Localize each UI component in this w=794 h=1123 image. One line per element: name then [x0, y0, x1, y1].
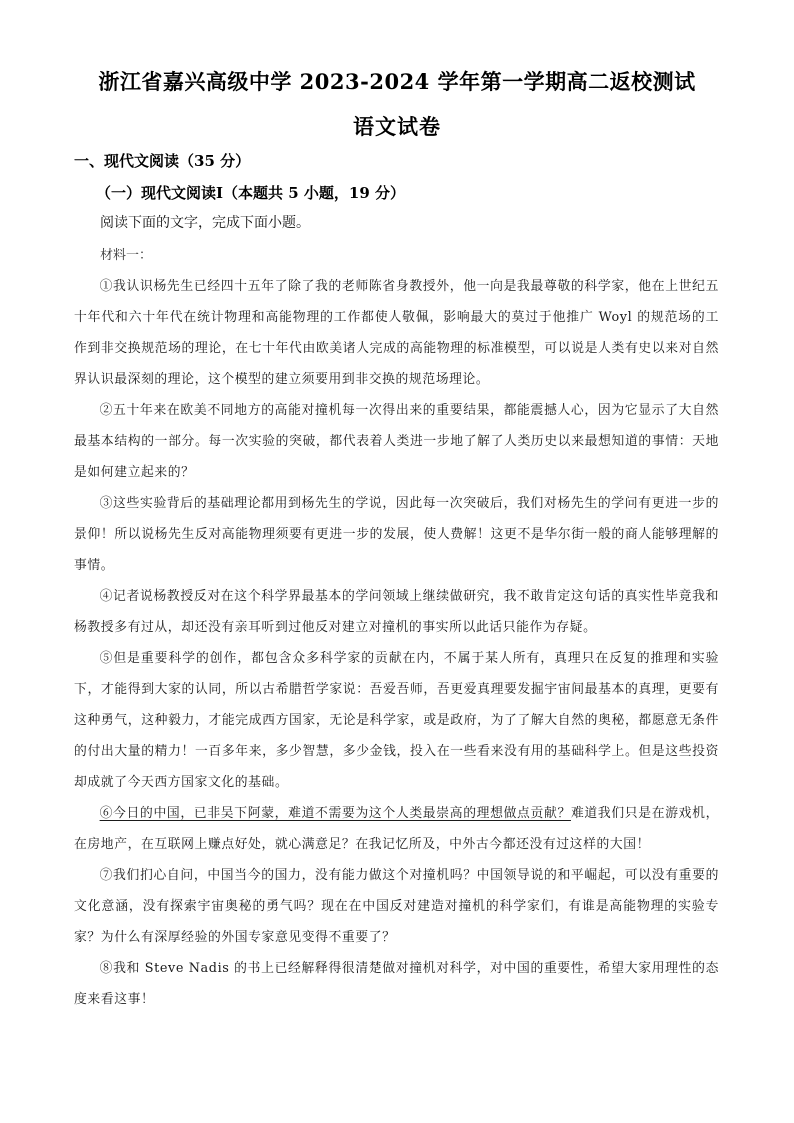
reading-instruction: 阅读下面的文字，完成下面小题。 [100, 215, 310, 231]
paragraph-1: ①我认识杨先生已经四十五年了除了我的老师陈省身教授外，他一向是我最尊敬的科学家，他在上世纪五十年代和六十年代在统计物理和高能物理的工作都使人敬佩，影响最大的莫过于他推广 Woyl 的规范场的工作到非交换规范场的理论，在七十年代由欧美诸人完成的高能物理的标准模型，可以说是人类有史以来对自然界认识最深刻的理论，这个模型的建立须要用到非交换的规范场理论。 [74, 279, 719, 387]
exam-subtitle: 语文试卷 [353, 114, 441, 139]
paragraph-2: ②五十年来在欧美不同地方的高能对撞机每一次得出来的重要结果，都能震撼人心，因为它显示了大自然最基本结构的一部分。每一次实验的突破，都代表着人类进一步地了解了人类历史以来最想知道的事情：天地是如何建立起来的？ [74, 403, 719, 480]
paragraph-6 [74, 798, 719, 860]
paragraph-3: ③这些实验背后的基础理论都用到杨先生的学说，因此每一次突破后，我们对杨先生的学问有更进一步的景仰！所以说杨先生反对高能物理须要有更进一步的发展，使人费解！这更不是华尔街一般的商人能够理解的事情。 [74, 496, 719, 573]
exam-title: 浙江省嘉兴高级中学 2023-2024 学年第一学期高二返校测试 [98, 69, 696, 94]
article-body [74, 271, 719, 1015]
section-heading: 一、现代文阅读（35 分） [74, 152, 251, 170]
subsection-heading: （一）现代文阅读Ⅰ（本题共 5 小题，19 分） [96, 184, 405, 202]
underlined-sentence: ⑥今日的中国，已非吴下阿蒙，难道不需要为这个人类最崇高的理想做点贡献？ [99, 806, 571, 821]
paragraph-8: ⑧我和 Steve Nadis 的书上已经解释得很清楚做对撞机对科学，对中国的重要性，希望大家用理性的态度来看这事！ [74, 961, 719, 1007]
paragraph-7: ⑦我们扪心自问，中国当今的国力，没有能力做这个对撞机吗？中国领导说的和平崛起，可以没有重要的文化意涵，没有探索宇宙奥秘的勇气吗？现在在中国反对建造对撞机的科学家们，有谁是高能物理的实验专家？为什么有深厚经验的外国专家意见变得不重要了？ [74, 868, 719, 945]
paragraph-4: ④记者说杨教授反对在这个科学界最基本的学问领域上继续做研究，我不敢肯定这句话的真实性毕竟我和杨教授多有过从，却还没有亲耳听到过他反对建立对撞机的事实所以此话只能作为存疑。 [74, 589, 719, 635]
material-label: 材料一： [100, 248, 153, 263]
paragraph-5: ⑤但是重要科学的创作，都包含众多科学家的贡献在内，不属于某人所有，真理只在反复的推理和实验下，才能得到大家的认同，所以古希腊哲学家说：吾爱吾师，吾更爱真理要发掘宇宙间最基本的真理，更要有这种勇气，这种毅力，才能完成西方国家，无论是科学家，或是政府，为了了解大自然的奥秘，都愿意无条件的付出大量的精力！一百多年来，多少智慧，多少金钱，投入在一些看来没有用的基础科学上。但是这些投资却成就了今天西方国家文化的基础。 [74, 651, 719, 790]
paragraph-6-rest: 难道我们只是在游戏机，在房地产，在互联网上赚点好处，就心满意足？在我记忆所及，中外古今都还没有过这样的大国！ [74, 806, 720, 852]
